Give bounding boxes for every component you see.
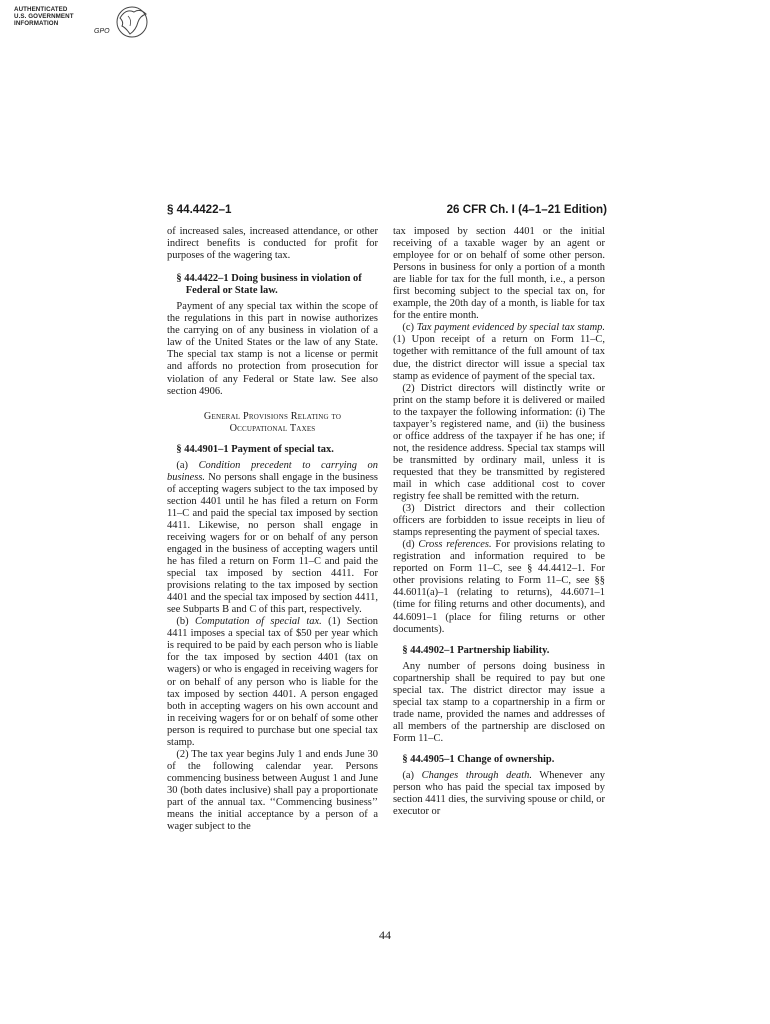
- section-heading: § 44.4902–1 Partnership liability.: [402, 644, 550, 656]
- paragraph: [167, 616, 378, 749]
- gpo-authentication-seal: [14, 4, 146, 50]
- paragraph: tax imposed by section 4401 or the initial receiving of a taxable wager by an agent or employee for or on behalf of some other person. Persons in business for only a portion of a month are liable for tax for the full month, i.e., a person first becoming subject to the special tax on, for example, the 20th day of a month, is liable for tax for the entire month.: [393, 226, 605, 322]
- seal-line-3: INFORMATION: [14, 20, 59, 27]
- paragraph: Payment of any special tax within the scope of the regulations in this part in nowise authorizes the carrying on of any business in violation of a law of the United States or the law of any State. The special tax stamp is not a license or permit and affords no protection from prosecution for violation of any Federal or State law. See also section 4906.: [167, 301, 378, 397]
- seal-line-2: U.S. GOVERNMENT: [14, 13, 74, 20]
- section-heading: § 44.4905–1 Change of ownership.: [402, 753, 555, 765]
- paragraph: [393, 322, 605, 382]
- seal-line-1: AUTHENTICATED: [14, 6, 68, 13]
- paragraph: (3) District directors and their collection officers are forbidden to issue receipts in lieu of stamps representing the payment of special taxes.: [393, 503, 605, 539]
- paragraph: (2) The tax year begins July 1 and ends June 30 of the following calendar year. Persons commencing business between August 1 and June 30 (both dates inclusive) shall pay a proportionate part of the annual tax. ‘‘Commencing business’’ means the initial acceptance by a person of a wager subject to the: [167, 748, 378, 833]
- paragraph-text: (1) Upon receipt of a return on Form 11–C, together with remittance of the full amount of tax due, the district director will issue a special tax stamp as evidence of payment of the special tax.: [393, 334, 605, 382]
- paragraph-lead: (b): [176, 616, 189, 628]
- paragraph-heading: Tax payment evidenced by special tax stamp.: [416, 322, 605, 334]
- paragraph: of increased sales, increased attendance, or other indirect benefits is conducted for profit for purposes of the wagering tax.: [167, 226, 378, 262]
- paragraph: [393, 770, 605, 818]
- header-edition: 26 CFR Ch. I (4–1–21 Edition): [446, 203, 607, 216]
- paragraph-heading: Cross references.: [418, 539, 492, 551]
- running-header: [167, 203, 607, 219]
- seal-text: [14, 6, 74, 27]
- paragraph: [393, 539, 605, 635]
- paragraph-lead: (c): [402, 322, 414, 334]
- paragraph-heading: Condition precedent to carrying on business.: [167, 459, 378, 483]
- right-column: [393, 226, 605, 818]
- paragraph: Any number of persons doing business in copartnership shall be required to pay but one special tax. The district director may issue a special tax stamp to a copartnership in a firm or trade name, provided the names and addresses of all members of the partnership are disclosed on Form 11–C.: [393, 660, 605, 744]
- paragraph: (2) District directors will distinctly write or print on the stamp before it is delivered or mailed to the taxpayer the following information: (i) The taxpayer’s registered name, and (ii) the business or office address of the taxpayer if he has one; if not, the residence address. Special tax stamps will be transmitted by ordinary mail, unless it is requested that they be transmitted by registered mail in which case additional cost to cover registry fee shall be remitted with the return.: [393, 382, 605, 503]
- paragraph: [167, 460, 378, 617]
- paragraph-lead: (d): [402, 539, 415, 551]
- paragraph-lead: (a): [402, 770, 414, 782]
- paragraph-heading: Changes through death.: [421, 770, 532, 782]
- center-heading-line-1: General Provisions Relating to: [203, 410, 342, 422]
- paragraph-heading: Computation of special tax.: [194, 616, 322, 628]
- center-heading: [167, 411, 378, 435]
- paragraph-text: For provisions relating to registration and information required to be reported on Form 11–C, see § 44.4412–1. For other provisions relating to Form 11–C, see §§ 44.6011(a)–1 (relating to returns), 44.6071–1 (time for filing returns and other documents), and 44.6091–1 (place for filing returns or other documents).: [393, 539, 605, 635]
- section-heading: § 44.4901–1 Payment of special tax.: [176, 443, 334, 455]
- paragraph-text: Whenever any person who has paid the special tax imposed by section 4411 dies, the surviving spouse or child, or executor or: [393, 770, 606, 818]
- section-heading: § 44.4422–1 Doing business in violation of Federal or State law.: [176, 273, 362, 297]
- paragraph-text: No persons shall engage in the business of accepting wagers subject to the tax imposed by section 4401 until he has filed a return on Form 11–C and paid the special tax imposed by section 4411. Likewise, no person shall engage in receiving wagers for or on behalf of any person engaged in the business of accepting wagers until he has filed a return on Form 11–C and paid the special tax imposed by section 4411. For provisions relating to the tax imposed by section 4401 and the special tax imposed by section 4411, see Subparts B and C of this part, respectively.: [167, 471, 378, 616]
- paragraph-lead: (a): [176, 459, 188, 471]
- seal-gpo-label: GPO: [94, 28, 110, 35]
- eagle-seal-icon: [100, 4, 150, 42]
- left-column: [167, 226, 378, 833]
- center-heading-line-2: Occupational Taxes: [229, 422, 316, 434]
- header-section-number: § 44.4422–1: [167, 203, 232, 216]
- page-number: 44: [379, 928, 391, 942]
- paragraph-text: (1) Section 4411 imposes a special tax of $50 per year which is required to be paid by each person who is liable for the tax imposed by section 4401 (tax on wagers) or who is engaged in receiving wagers for or on behalf of any person who is liable for the tax imposed by section 4401. A person engaged both in accepting wagers on his own account and in receiving wagers for or on behalf of some other person is required to purchase but one special tax stamp.: [167, 616, 379, 748]
